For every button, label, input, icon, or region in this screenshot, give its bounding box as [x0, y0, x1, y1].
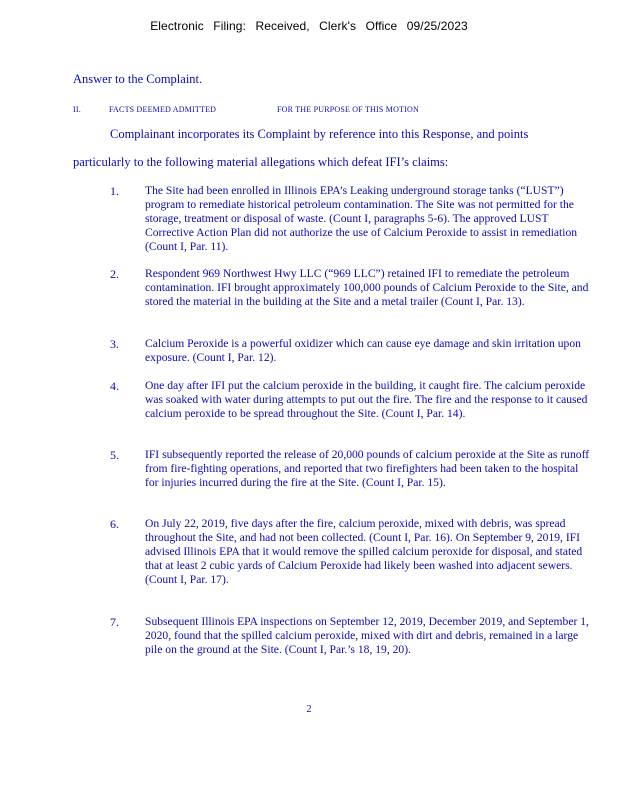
- item-text: On July 22, 2019, five days after the fire, calcium peroxide, mixed with debris, was spread throughout the Site, and had not been collected. (Count I, Par. 16). On September 9, 2019, IFI advised Illinois EPA that it would remove the spilled calcium peroxide for disposal, and stated that at least 2 cubic yards of Calcium Peroxide had likely been washed into adjacent sewers. (Count I, Par. 17).: [145, 517, 583, 586]
- page-number: 2: [306, 704, 312, 715]
- lead-paragraph-line-1: Complainant incorporates its Complaint by reference into this Response, and points: [110, 127, 529, 141]
- item-text: Calcium Peroxide is a powerful oxidizer which can cause eye damage and skin irritation upon exposure. (Count I, Par. 12).: [145, 337, 581, 364]
- item-number: 4.: [110, 379, 119, 393]
- lead-paragraph-line-2: particularly to the following material allegations which defeat IFI’s claims:: [73, 155, 449, 169]
- item-number: 5.: [110, 448, 119, 462]
- item-text: IFI subsequently reported the release of 20,000 pounds of calcium peroxide at the Site as runoff from fire-fighting operations, and reported that two firefighters had been taken to the hospital for injuries incurred during the fire at the Site. (Count I, Par. 15).: [145, 448, 590, 489]
- item-number: 6.: [110, 517, 119, 531]
- item-number: 1.: [110, 184, 119, 198]
- section-title-right: FOR THE PURPOSE OF THIS MOTION: [277, 105, 419, 114]
- section-number: II.: [73, 105, 81, 114]
- section-title-left: FACTS DEEMED ADMITTED: [109, 105, 217, 114]
- item-text: Respondent 969 Northwest Hwy LLC (“969 LLC”) retained IFI to remediate the petroleum contamination. IFI brought approximately 100,000 pounds of Calcium Peroxide to the Site, and stored the material in the building at the Site and a metal trailer (Count I, Par. 13).: [145, 267, 589, 308]
- item-number: 3.: [110, 337, 119, 351]
- item-text: Subsequent Illinois EPA inspections on September 12, 2019, December 2019, and September 1, 2020, found that the spilled calcium peroxide, mixed with dirt and debris, remained in a large pile on the ground at the Site. (Count I, Par.’s 18, 19, 20).: [145, 615, 589, 656]
- item-text: One day after IFI put the calcium peroxide in the building, it caught fire. The calcium peroxide was soaked with water during attempts to put out the fire. The fire and the response to it caused calcium peroxide to be spread throughout the Site. (Count I, Par. 14).: [145, 379, 588, 420]
- item-number: 7.: [110, 615, 119, 629]
- item-number: 2.: [110, 267, 119, 281]
- electronic-filing-header: Electronic Filing: Received, Clerk's Office 09/25/2023: [150, 19, 468, 33]
- intro-continuation: Answer to the Complaint.: [73, 72, 203, 86]
- item-text: The Site had been enrolled in Illinois EPA’s Leaking underground storage tanks (“LUST”) program to remediate historical petroleum contamination. The Site was not permitted for the storage, treatment or disposal of waste. (Count I, paragraphs 5-6). The approved LUST Corrective Action Plan did not authorize the use of Calcium Peroxide to assist in remediation (Count I, Par. 11).: [145, 184, 578, 253]
